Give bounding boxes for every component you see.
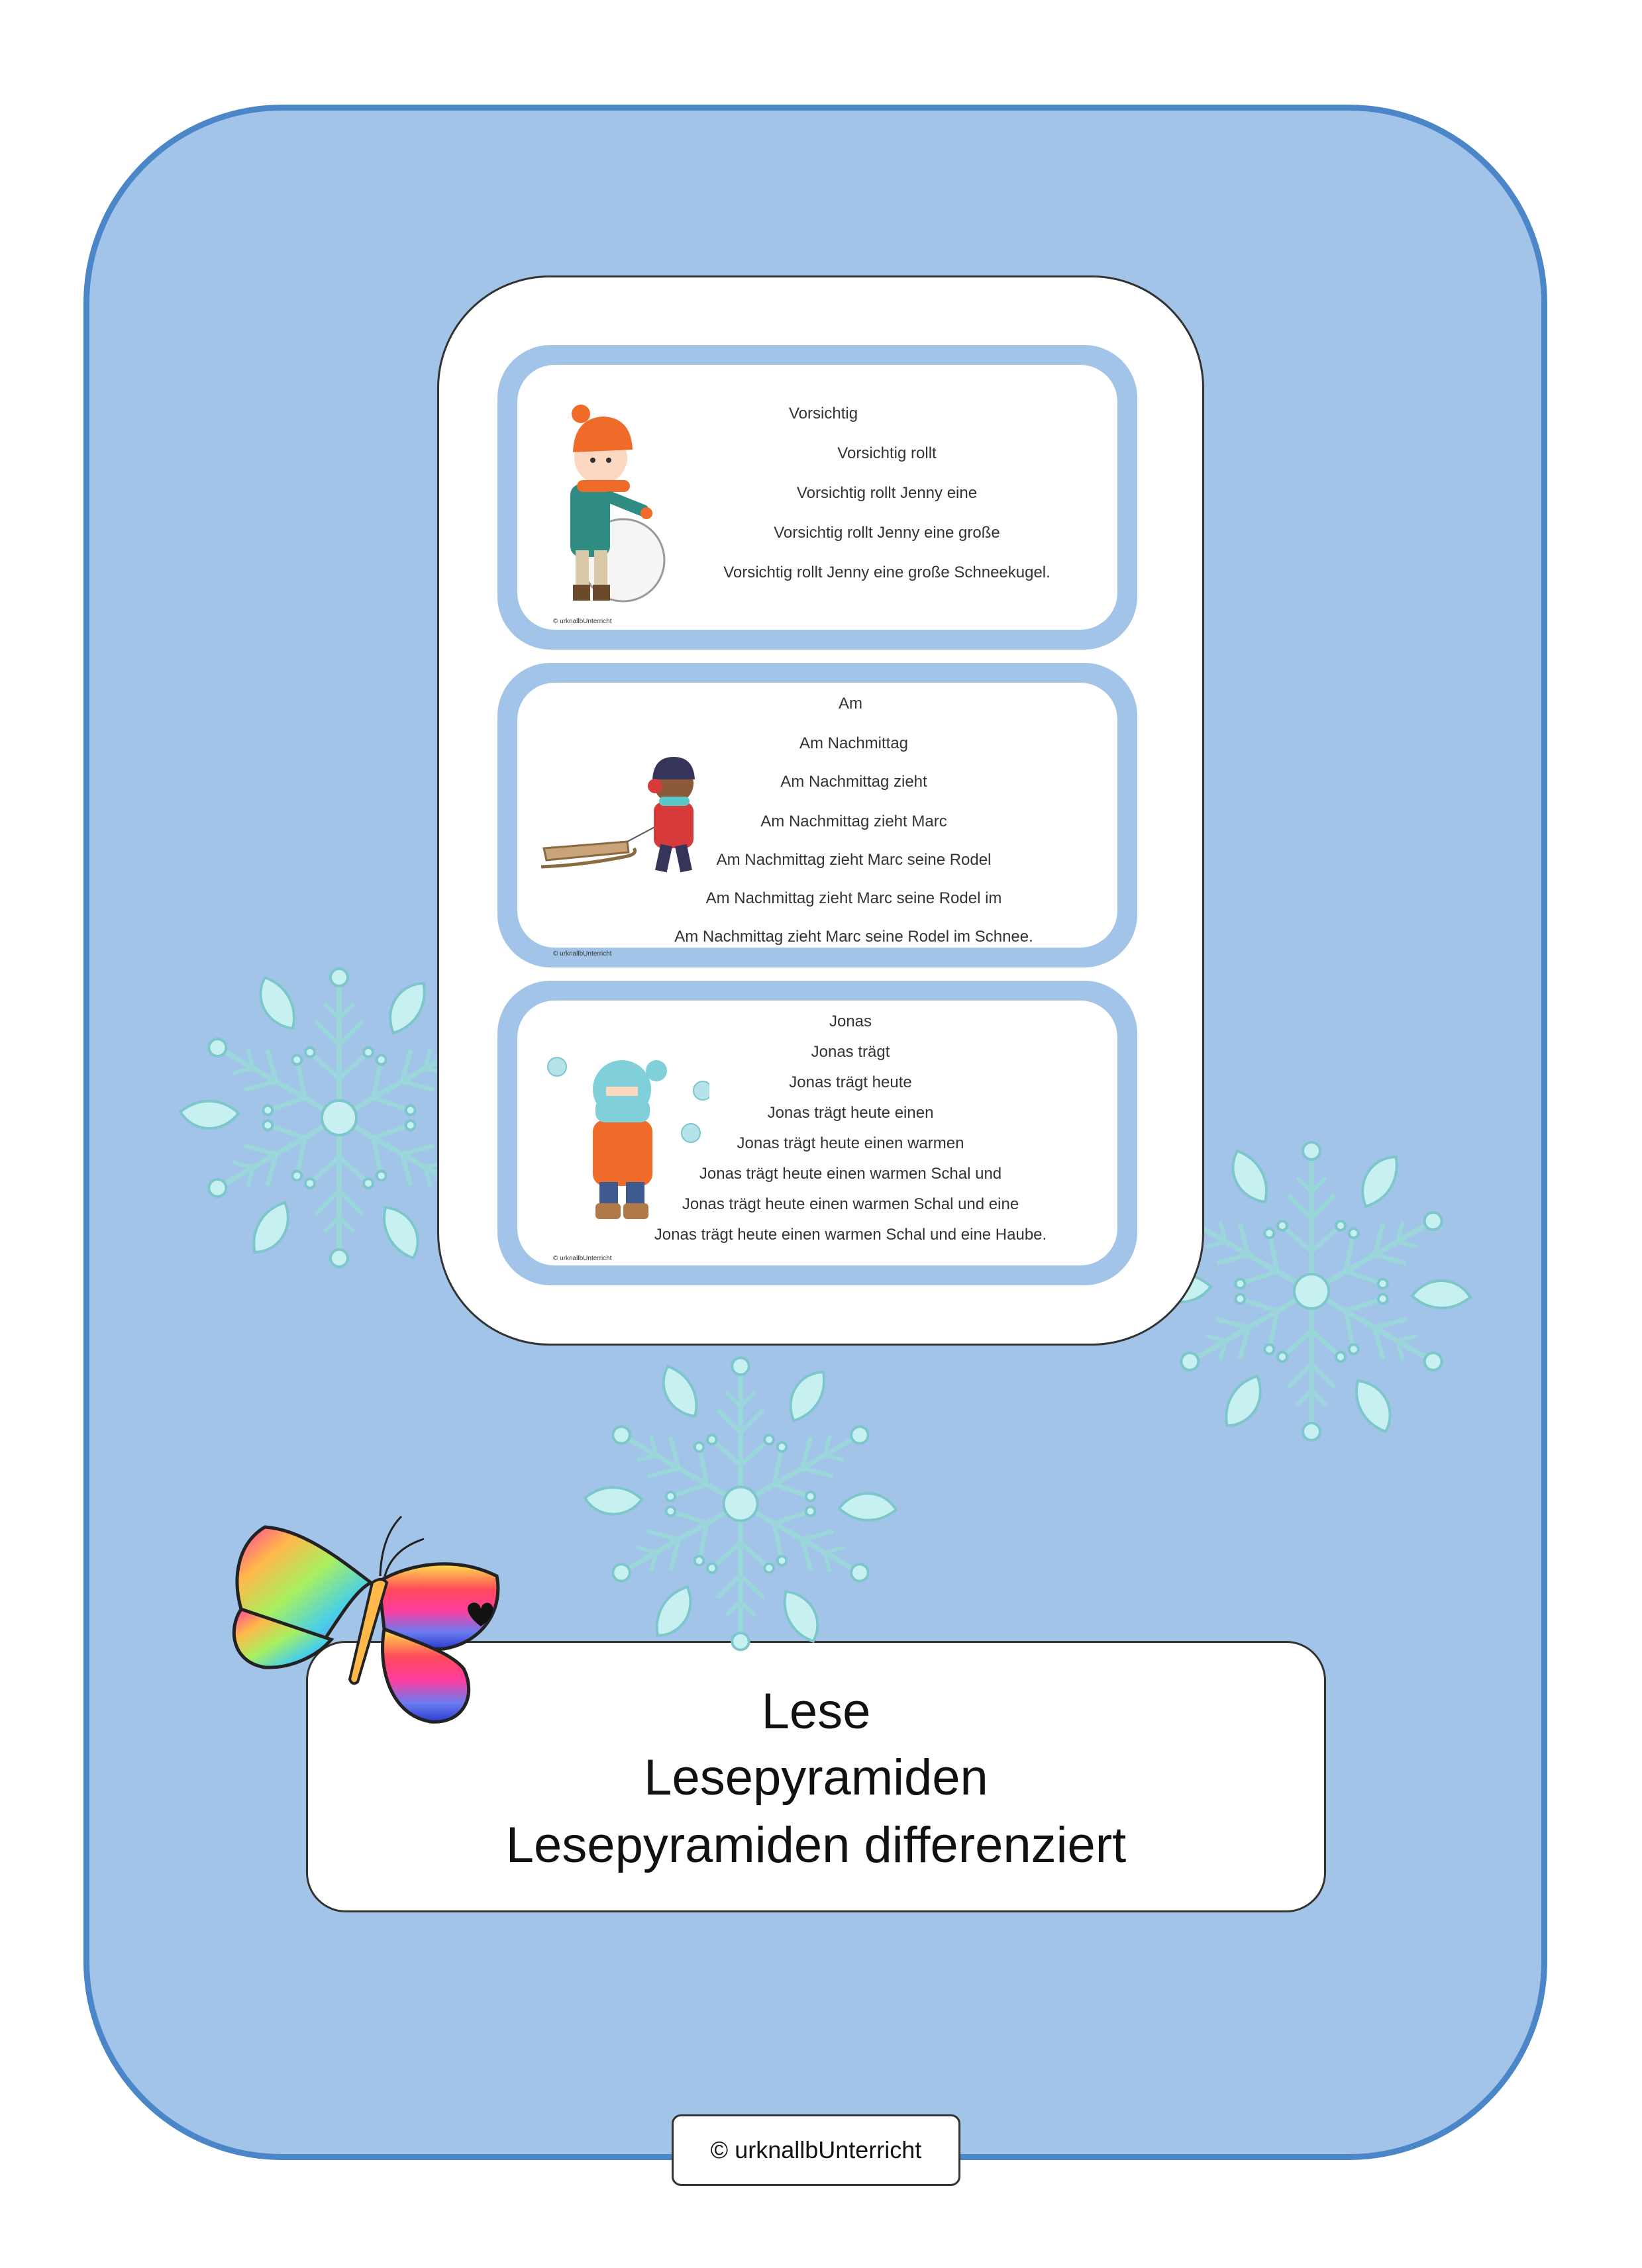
pyramid-line: Vorsichtig rollt Jenny eine — [796, 484, 978, 502]
pyramid-line: Am Nachmittag — [799, 734, 909, 752]
card-copyright: © urknallbUnterricht — [553, 1255, 612, 1262]
worksheet-preview — [437, 275, 1204, 1346]
pyramid-line: Am Nachmittag zieht Marc — [760, 813, 947, 830]
reading-pyramid-card — [497, 345, 1137, 650]
title-line-2: Lesepyramiden — [644, 1750, 988, 1806]
pyramid-line: Jonas trägt — [811, 1043, 890, 1061]
pyramid-line: Am Nachmittag zieht — [780, 773, 927, 791]
pyramid-line: Am Nachmittag zieht Marc seine Rodel im — [705, 889, 1002, 907]
title-line-1: Lese — [761, 1683, 871, 1740]
pyramid-line: Jonas trägt heute einen warmen Schal und eine — [682, 1195, 1019, 1213]
pyramid-line: Jonas — [829, 1012, 872, 1030]
pyramid-line: Jonas trägt heute einen warmen Schal und — [699, 1165, 1002, 1183]
card-copyright: © urknallbUnterricht — [553, 950, 612, 958]
card-copyright: © urknallbUnterricht — [553, 618, 612, 625]
pyramid-line: Jonas trägt heute einen warmen Schal und eine Haube. — [654, 1226, 1047, 1244]
pyramid-line: Jonas trägt heute — [789, 1073, 912, 1091]
title-line-3: Lesepyramiden differenziert — [505, 1817, 1127, 1873]
pyramid-line: Am Nachmittag zieht Marc seine Rodel im Schnee. — [674, 928, 1033, 946]
footer-copyright: © urknallbUnterricht — [672, 2114, 960, 2186]
pyramid-line: Vorsichtig rollt Jenny eine große Schneekugel. — [723, 564, 1051, 581]
pyramid-line: Vorsichtig — [789, 405, 858, 422]
card-body — [517, 365, 1117, 630]
card-body — [517, 1001, 1117, 1265]
pyramid-line: Vorsichtig rollt — [837, 444, 937, 462]
pyramid-line: Am — [839, 695, 862, 713]
card-body — [517, 683, 1117, 958]
pyramid-line: Jonas trägt heute einen warmen — [737, 1134, 964, 1152]
pyramid-line: Vorsichtig rollt Jenny eine große — [774, 524, 1000, 542]
butterfly-icon — [225, 1510, 517, 1735]
pyramid-line: Am Nachmittag zieht Marc seine Rodel — [716, 851, 992, 869]
reading-pyramid-card — [497, 981, 1137, 1285]
reading-pyramid-card — [497, 663, 1137, 967]
snowflake-icon — [575, 1342, 906, 1666]
pyramid-line: Jonas trägt heute einen — [767, 1104, 934, 1122]
